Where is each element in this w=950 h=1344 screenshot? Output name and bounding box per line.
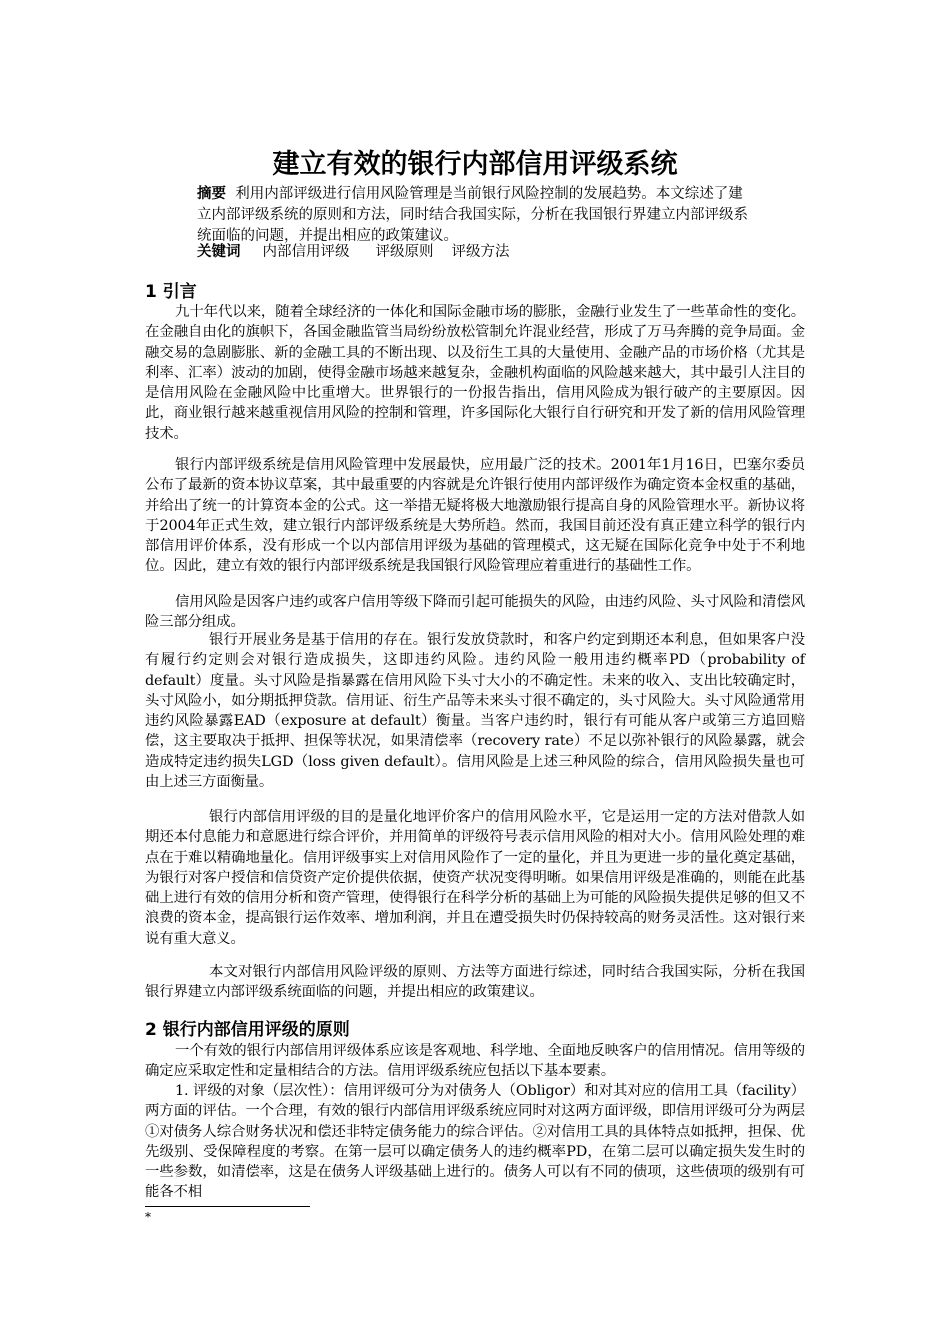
section-heading-introduction: 1 引言 (145, 282, 197, 302)
body-paragraph: 一个有效的银行内部信用评级体系应该是客观地、科学地、全面地反映客户的信用情况。信用等级的确定应采取定性和定量相结合的方法。信用评级系统应包括以下基本要素。 (145, 1043, 805, 1080)
body-paragraph: 银行开展业务是基于信用的存在。银行发放贷款时，和客户约定到期还本利息，但如果客户没有履行约定则会对银行造成损失，这即违约风险。违约风险一般用违约概率PD（probability of default）度量。头寸风险是指暴露在信用风险下头寸大小的不确定性。未来的收入、支出比较确定时，头寸风险小，如分期抵押贷款。信用证、衍生产品等未来头寸很不确定的，头寸风险大。头寸风险通常用违约风险暴露EAD（exposure at default）衡量。当客户违约时，银行有可能从客户或第三方追回赔偿，这主要取决于抵押、担保等状况，如果清偿率（recovery rate）不足以弥补银行的风险暴露，就会造成特定违约损失LGD（loss given default）。信用风险是上述三种风险的综合，信用风险损失量也可由上述三方面衡量。 (145, 632, 805, 791)
keyword-item: 内部信用评级 (262, 244, 350, 260)
footnote-mark: * (145, 1210, 151, 1224)
abstract-label: 摘要 (197, 186, 226, 202)
body-paragraph: 银行内部信用评级的目的是量化地评价客户的信用风险水平，它是运用一定的方法对借款人如期还本付息能力和意愿进行综合评价，并用简单的评级符号表示信用风险的相对大小。信用风险处理的难点在于难以精确地量化。信用评级事实上对信用风险作了一定的量化，并且为更进一步的量化奠定基础，为银行对客户授信和信贷资产定价提供依据，使资产状况变得明晰。如果信用评级是准确的，则能在此基础上进行有效的信用分析和资产管理，使得银行在科学分析的基础上为可能的风险损失提供足够的但又不浪费的资本金，提高银行运作效率、增加利润，并且在遭受损失时仍保持较高的财务灵活性。这对银行来说有重大意义。 (145, 809, 805, 947)
body-paragraph: 信用风险是因客户违约或客户信用等级下降而引起可能损失的风险，由违约风险、头寸风险和清偿风险三部分组成。 (145, 594, 805, 631)
keywords-label: 关键词 (197, 244, 241, 260)
paper-title: 建立有效的银行内部信用评级系统 (272, 149, 678, 180)
body-paragraph: 银行内部评级系统是信用风险管理中发展最快，应用最广泛的技术。2001年1月16日，巴塞尔委员公布了最新的资本协议草案，其中最重要的内容就是允许银行使用内部评级作为确定资本金权重的基础，并给出了统一的计算资本金的公式。这一举措无疑将极大地激励银行提高自身的风险管理水平。新协议将于2004年正式生效，建立银行内部评级系统是大势所趋。然而，我国目前还没有真正建立科学的银行内部信用评价体系，没有形成一个以内部信用评级为基础的管理模式，这无疑在国际化竞争中处于不利地位。因此，建立有效的银行内部评级系统是我国银行风险管理应着重进行的基础性工作。 (145, 457, 805, 575)
abstract (197, 184, 757, 247)
keyword-item: 评级原则 (375, 244, 434, 260)
body-paragraph: 本文对银行内部信用风险评级的原则、方法等方面进行综述，同时结合我国实际，分析在我国银行界建立内部评级系统面临的问题，并提出相应的政策建议。 (145, 964, 805, 1001)
footnote-divider (145, 1206, 310, 1207)
keywords (197, 242, 510, 262)
body-paragraph: 1. 评级的对象（层次性）：信用评级可分为对债务人（Obligor）和对其对应的信用工具（facility）两方面的评估。一个合理，有效的银行内部信用评级系统应同时对这两方面评级，即信用评级可分为两层①对债务人综合财务状况和偿还非特定债务能力的综合评估。②对信用工具的具体特点如抵押，担保、优先级别、受保障程度的考察。在第一层可以确定债务人的违约概率PD，在第二层可以确定损失发生时的一些参数，如清偿率，这是在债务人评级基础上进行的。债务人可以有不同的债项，这些债项的级别有可能各不相 (145, 1083, 805, 1201)
abstract-text: 利用内部评级进行信用风险管理是当前银行风险控制的发展趋势。本文综述了建立内部评级系统的原则和方法，同时结合我国实际，分析在我国银行界建立内部评级系统面临的问题，并提出相应的政策建议。 (197, 186, 748, 244)
body-paragraph: 九十年代以来，随着全球经济的一体化和国际金融市场的膨胀，金融行业发生了一些革命性的变化。在金融自由化的旗帜下，各国金融监管当局纷纷放松管制允许混业经营，形成了万马奔腾的竞争局面。金融交易的急剧膨胀、新的金融工具的不断出现、以及衍生工具的大量使用、金融产品的市场价格（尤其是利率、汇率）波动的加剧，使得金融市场越来越复杂，金融机构面临的风险越来越大，其中最引人注目的是信用风险在金融风险中比重增大。世界银行的一份报告指出，信用风险成为银行破产的主要原因。因此，商业银行越来越重视信用风险的控制和管理，许多国际化大银行自行研究和开发了新的信用风险管理技术。 (145, 304, 805, 442)
section-heading-principles: 2 银行内部信用评级的原则 (145, 1020, 350, 1040)
keyword-item: 评级方法 (451, 244, 510, 260)
